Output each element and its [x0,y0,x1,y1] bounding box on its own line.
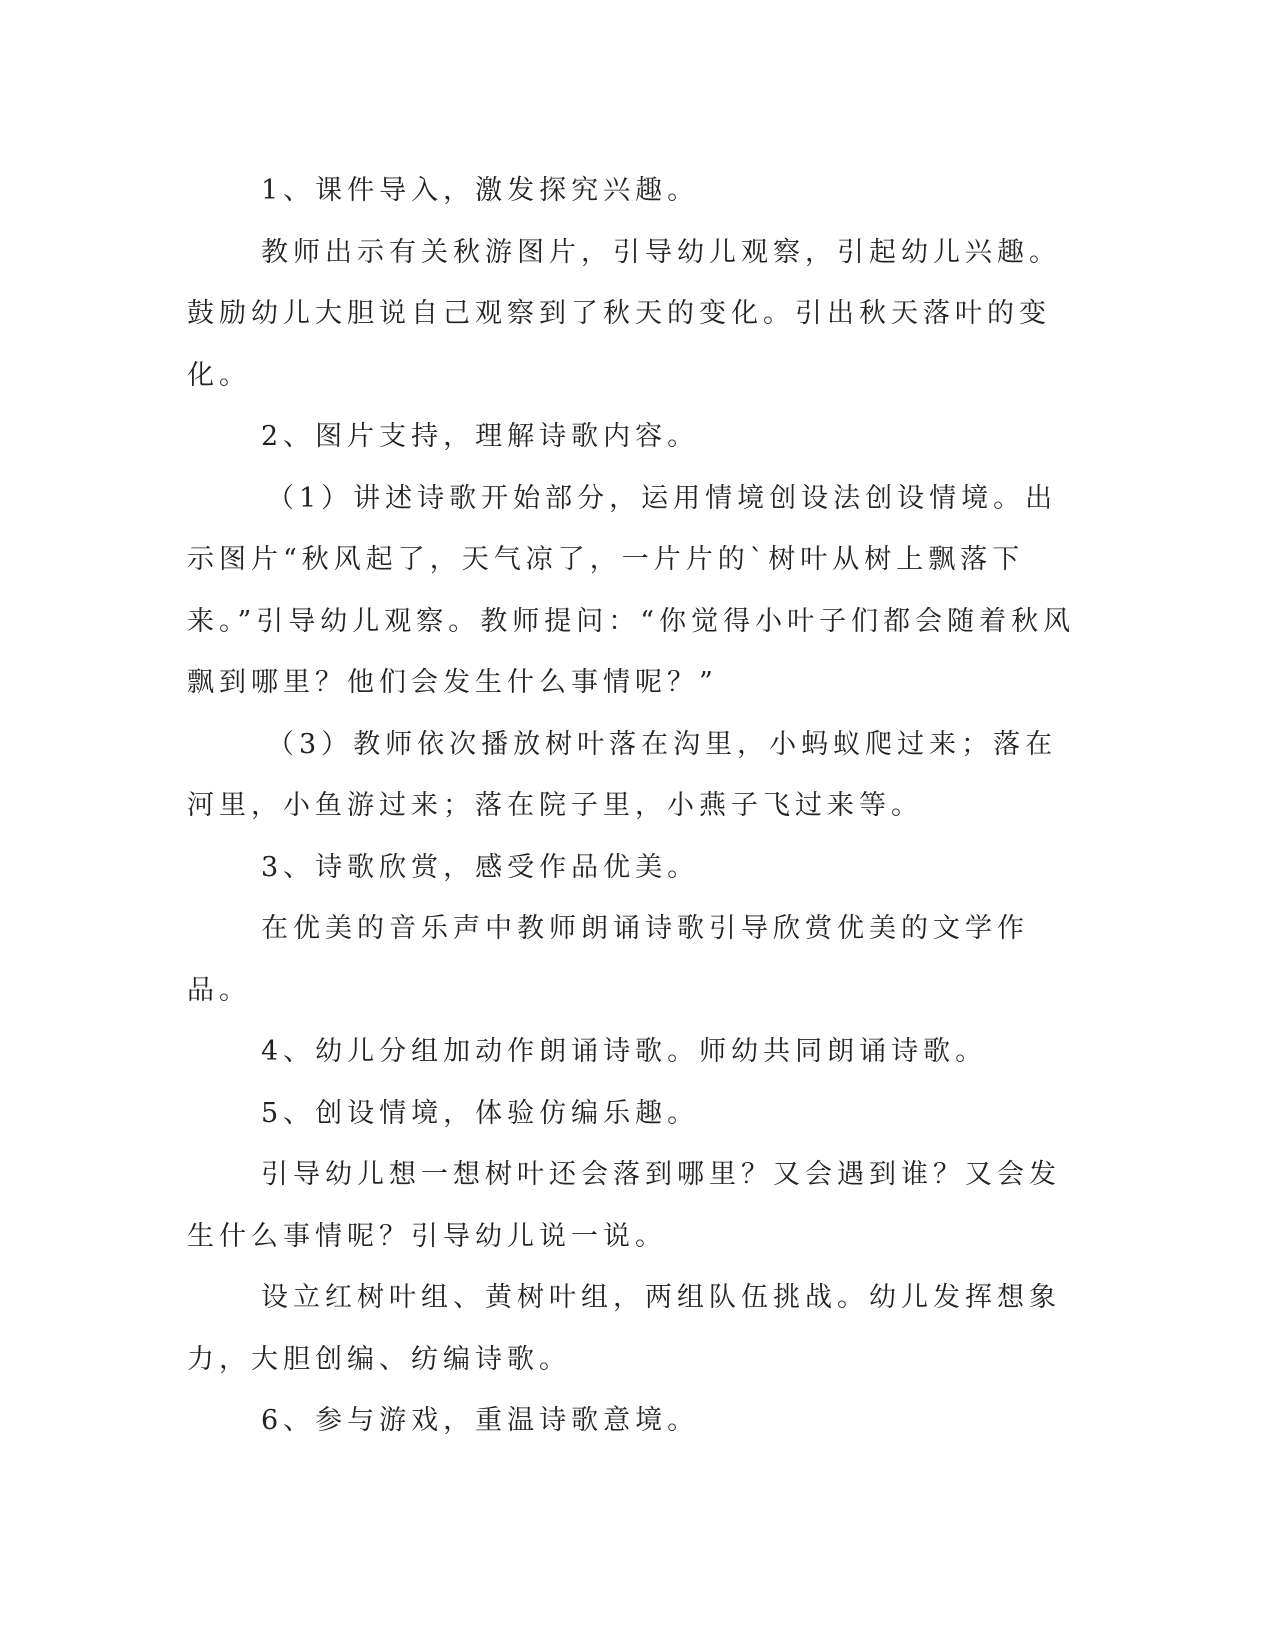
step-2-heading: 2、图片支持，理解诗歌内容。 [261,421,700,452]
step-5-heading: 5、创设情境，体验仿编乐趣。 [261,1097,700,1129]
step-2-part-3: （3）教师依次播放树叶落在沟里，小蚂蚁爬过来；落在河里，小鱼游过来；落在院子里，小燕子飞过来等。 [187,728,1058,821]
step-1-heading: 1、课件导入，激发探究兴趣。 [261,175,700,206]
step-3-description: 在优美的音乐声中教师朗诵诗歌引导欣赏优美的文学作品。 [187,913,1029,1006]
step-3-heading: 3、诗歌欣赏，感受作品优美。 [261,851,700,883]
step-5-groups: 设立红树叶组、黄树叶组，两组队伍挑战。幼儿发挥想象力，大胆创编、纺编诗歌。 [187,1282,1061,1375]
step-4-heading: 4、幼儿分组加动作朗诵诗歌。师幼共同朗诵诗歌。 [261,1036,988,1067]
step-1-description: 教师出示有关秋游图片，引导幼儿观察，引起幼儿兴趣。鼓励幼儿大胆说自己观察到了秋天的变化。引出秋天落叶的变化。 [187,236,1061,391]
step-5-description: 引导幼儿想一想树叶还会落到哪里？又会遇到谁？又会发生什么事情呢？引导幼儿说一说。 [187,1159,1061,1252]
step-2-part-1: （1）讲述诗歌开始部分，运用情境创设法创设情境。出示图片“秋风起了，天气凉了，一片片的`树叶从树上飘落下来。”引导幼儿观察。教师提问：“你觉得小叶子们都会随着秋风飘到哪里？他们会发生什么事情呢？” [187,482,1076,698]
step-6-heading: 6、参与游戏，重温诗歌意境。 [261,1405,700,1436]
document-body [187,160,1077,1452]
